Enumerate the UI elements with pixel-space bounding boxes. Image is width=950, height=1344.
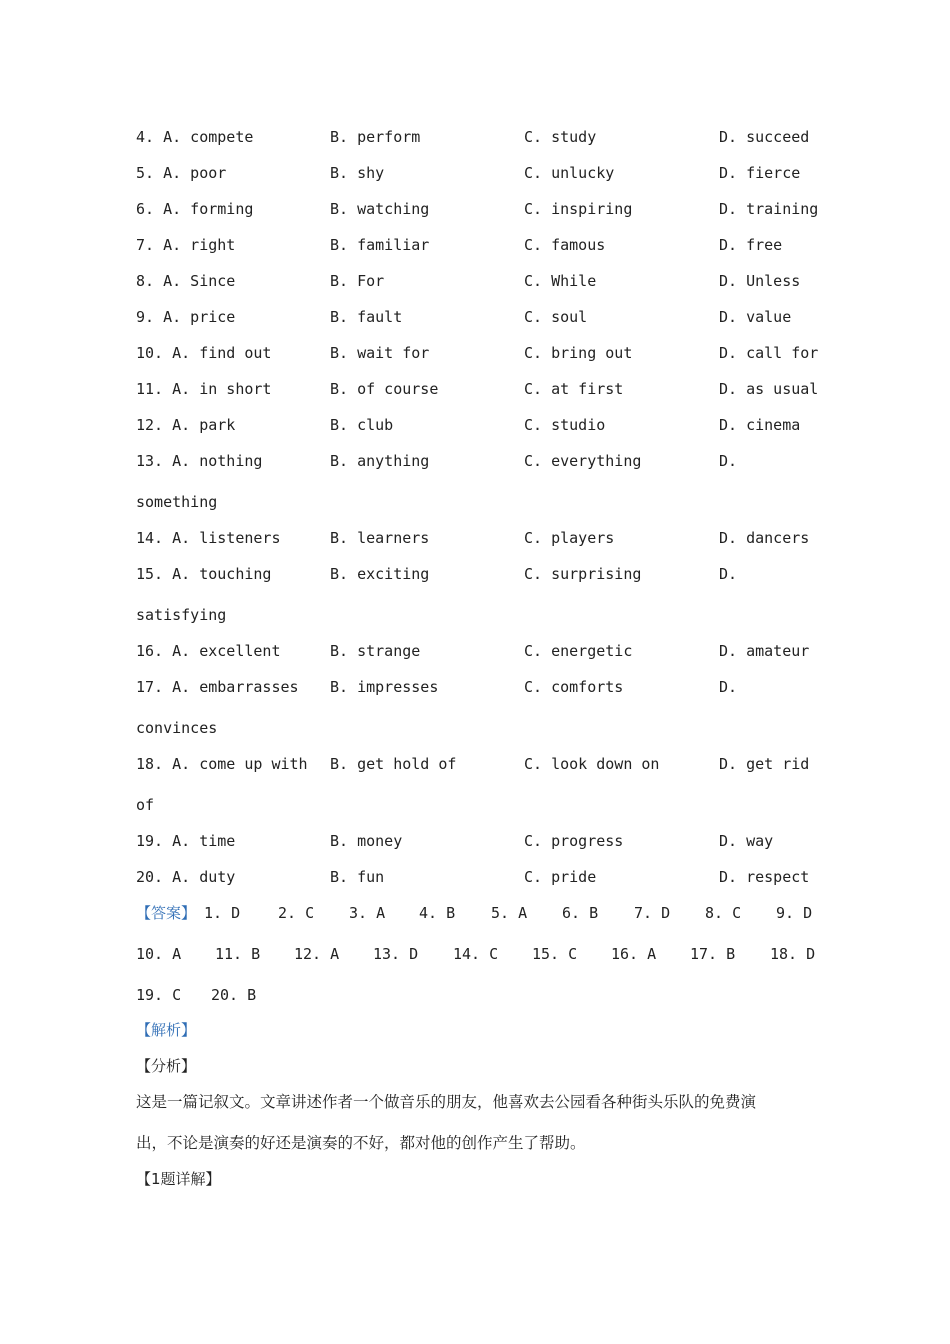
question-row xyxy=(136,414,826,436)
question-number-option-a: 16. A. excellent xyxy=(136,642,281,660)
option-c: C. While xyxy=(524,272,597,290)
option-c: C. surprising xyxy=(524,565,642,583)
answer-item: 19. C xyxy=(136,986,182,1004)
analysis-text-line-2: 出，不论是演奏的好还是演奏的不好，都对他的创作产生了帮助。 xyxy=(136,1134,586,1152)
option-c: C. unlucky xyxy=(524,164,615,182)
answer-row-1 xyxy=(136,902,836,924)
analysis-sub-label: 【分析】 xyxy=(136,1057,197,1075)
option-d: D. get rid xyxy=(719,755,810,773)
option-d: D. value xyxy=(719,308,792,326)
option-d: D. fierce xyxy=(719,164,801,182)
answer-item: 14. C xyxy=(453,945,499,963)
question-row-wrap xyxy=(136,794,826,816)
option-b: B. get hold of xyxy=(330,755,457,773)
answer-label: 【答案】 xyxy=(136,904,197,922)
answer-item: 3. A xyxy=(349,904,386,922)
question-number-option-a: 19. A. time xyxy=(136,832,236,850)
option-c: C. inspiring xyxy=(524,200,633,218)
option-d: D. free xyxy=(719,236,783,254)
option-b: B. learners xyxy=(330,529,430,547)
answer-item: 8. C xyxy=(705,904,742,922)
option-c: C. famous xyxy=(524,236,606,254)
answer-item: 18. D xyxy=(770,945,816,963)
option-d: D. Unless xyxy=(719,272,801,290)
option-b: B. fault xyxy=(330,308,403,326)
option-c: C. progress xyxy=(524,832,624,850)
question-row xyxy=(136,527,826,549)
question-row xyxy=(136,563,826,585)
option-c: C. at first xyxy=(524,380,624,398)
option-d-wrapped-text: of xyxy=(136,796,155,814)
option-d: D. training xyxy=(719,200,819,218)
option-c: C. studio xyxy=(524,416,606,434)
question-number-option-a: 14. A. listeners xyxy=(136,529,281,547)
question-row xyxy=(136,753,826,775)
detail-label: 【1题详解】 xyxy=(136,1170,221,1188)
option-b: B. anything xyxy=(330,452,430,470)
question-row-wrap xyxy=(136,491,826,513)
question-number-option-a: 15. A. touching xyxy=(136,565,272,583)
answer-row-2 xyxy=(136,943,826,965)
answer-item: 17. B xyxy=(690,945,736,963)
answer-item: 1. D xyxy=(204,904,241,922)
question-row-wrap xyxy=(136,717,826,739)
question-number-option-a: 8. A. Since xyxy=(136,272,236,290)
question-number-option-a: 13. A. nothing xyxy=(136,452,263,470)
question-row xyxy=(136,450,826,472)
question-row xyxy=(136,162,826,184)
question-row xyxy=(136,640,826,662)
question-number-option-a: 18. A. come up with xyxy=(136,755,308,773)
option-b: B. shy xyxy=(330,164,385,182)
option-b: B. perform xyxy=(330,128,421,146)
option-b: B. watching xyxy=(330,200,430,218)
answer-item: 16. A xyxy=(611,945,657,963)
option-c: C. comforts xyxy=(524,678,624,696)
option-b: B. money xyxy=(330,832,403,850)
answer-item: 10. A xyxy=(136,945,182,963)
question-number-option-a: 9. A. price xyxy=(136,308,236,326)
option-b: B. exciting xyxy=(330,565,430,583)
answer-item: 13. D xyxy=(373,945,419,963)
question-number-option-a: 17. A. embarrasses xyxy=(136,678,299,696)
option-d: D. call for xyxy=(719,344,819,362)
question-number-option-a: 6. A. forming xyxy=(136,200,254,218)
answer-item: 15. C xyxy=(532,945,578,963)
option-d: D. xyxy=(719,678,738,696)
option-d: D. way xyxy=(719,832,774,850)
question-number-option-a: 5. A. poor xyxy=(136,164,227,182)
option-d: D. succeed xyxy=(719,128,810,146)
analysis-text-line-1: 这是一篇记叙文。文章讲述作者一个做音乐的朋友，他喜欢去公园看各种街头乐队的免费演 xyxy=(136,1093,757,1111)
answer-item: 9. D xyxy=(776,904,813,922)
answer-item: 6. B xyxy=(562,904,599,922)
question-number-option-a: 20. A. duty xyxy=(136,868,236,886)
option-c: C. pride xyxy=(524,868,597,886)
option-b: B. impresses xyxy=(330,678,439,696)
option-d-wrapped-text: something xyxy=(136,493,218,511)
analysis-label: 【解析】 xyxy=(136,1021,197,1039)
option-b: B. wait for xyxy=(330,344,430,362)
option-b: B. fun xyxy=(330,868,385,886)
answer-item: 4. B xyxy=(419,904,456,922)
question-row xyxy=(136,234,826,256)
option-d: D. cinema xyxy=(719,416,801,434)
option-c: C. soul xyxy=(524,308,588,326)
question-row xyxy=(136,676,826,698)
option-c: C. players xyxy=(524,529,615,547)
question-row xyxy=(136,866,826,888)
option-c: C. study xyxy=(524,128,597,146)
question-row xyxy=(136,378,826,400)
option-c: C. bring out xyxy=(524,344,633,362)
question-row xyxy=(136,306,826,328)
answer-item: 5. A xyxy=(491,904,528,922)
option-c: C. look down on xyxy=(524,755,660,773)
option-d-wrapped-text: satisfying xyxy=(136,606,227,624)
option-d: D. xyxy=(719,565,738,583)
question-row xyxy=(136,830,826,852)
question-number-option-a: 11. A. in short xyxy=(136,380,272,398)
question-row xyxy=(136,126,826,148)
question-row xyxy=(136,198,826,220)
option-b: B. For xyxy=(330,272,385,290)
option-b: B. of course xyxy=(330,380,439,398)
option-b: B. club xyxy=(330,416,394,434)
option-d: D. xyxy=(719,452,738,470)
question-number-option-a: 12. A. park xyxy=(136,416,236,434)
question-number-option-a: 7. A. right xyxy=(136,236,236,254)
answer-row-3 xyxy=(136,984,436,1006)
question-row xyxy=(136,270,826,292)
option-d: D. dancers xyxy=(719,529,810,547)
option-b: B. strange xyxy=(330,642,421,660)
answer-item: 12. A xyxy=(294,945,340,963)
question-number-option-a: 4. A. compete xyxy=(136,128,254,146)
option-b: B. familiar xyxy=(330,236,430,254)
answer-item: 20. B xyxy=(211,986,257,1004)
question-row xyxy=(136,342,826,364)
option-d: D. amateur xyxy=(719,642,810,660)
question-row-wrap xyxy=(136,604,826,626)
answer-item: 7. D xyxy=(634,904,671,922)
option-d-wrapped-text: convinces xyxy=(136,719,218,737)
option-c: C. everything xyxy=(524,452,642,470)
option-d: D. as usual xyxy=(719,380,819,398)
question-number-option-a: 10. A. find out xyxy=(136,344,272,362)
option-d: D. respect xyxy=(719,868,810,886)
answer-item: 2. C xyxy=(278,904,315,922)
option-c: C. energetic xyxy=(524,642,633,660)
answer-item: 11. B xyxy=(215,945,261,963)
